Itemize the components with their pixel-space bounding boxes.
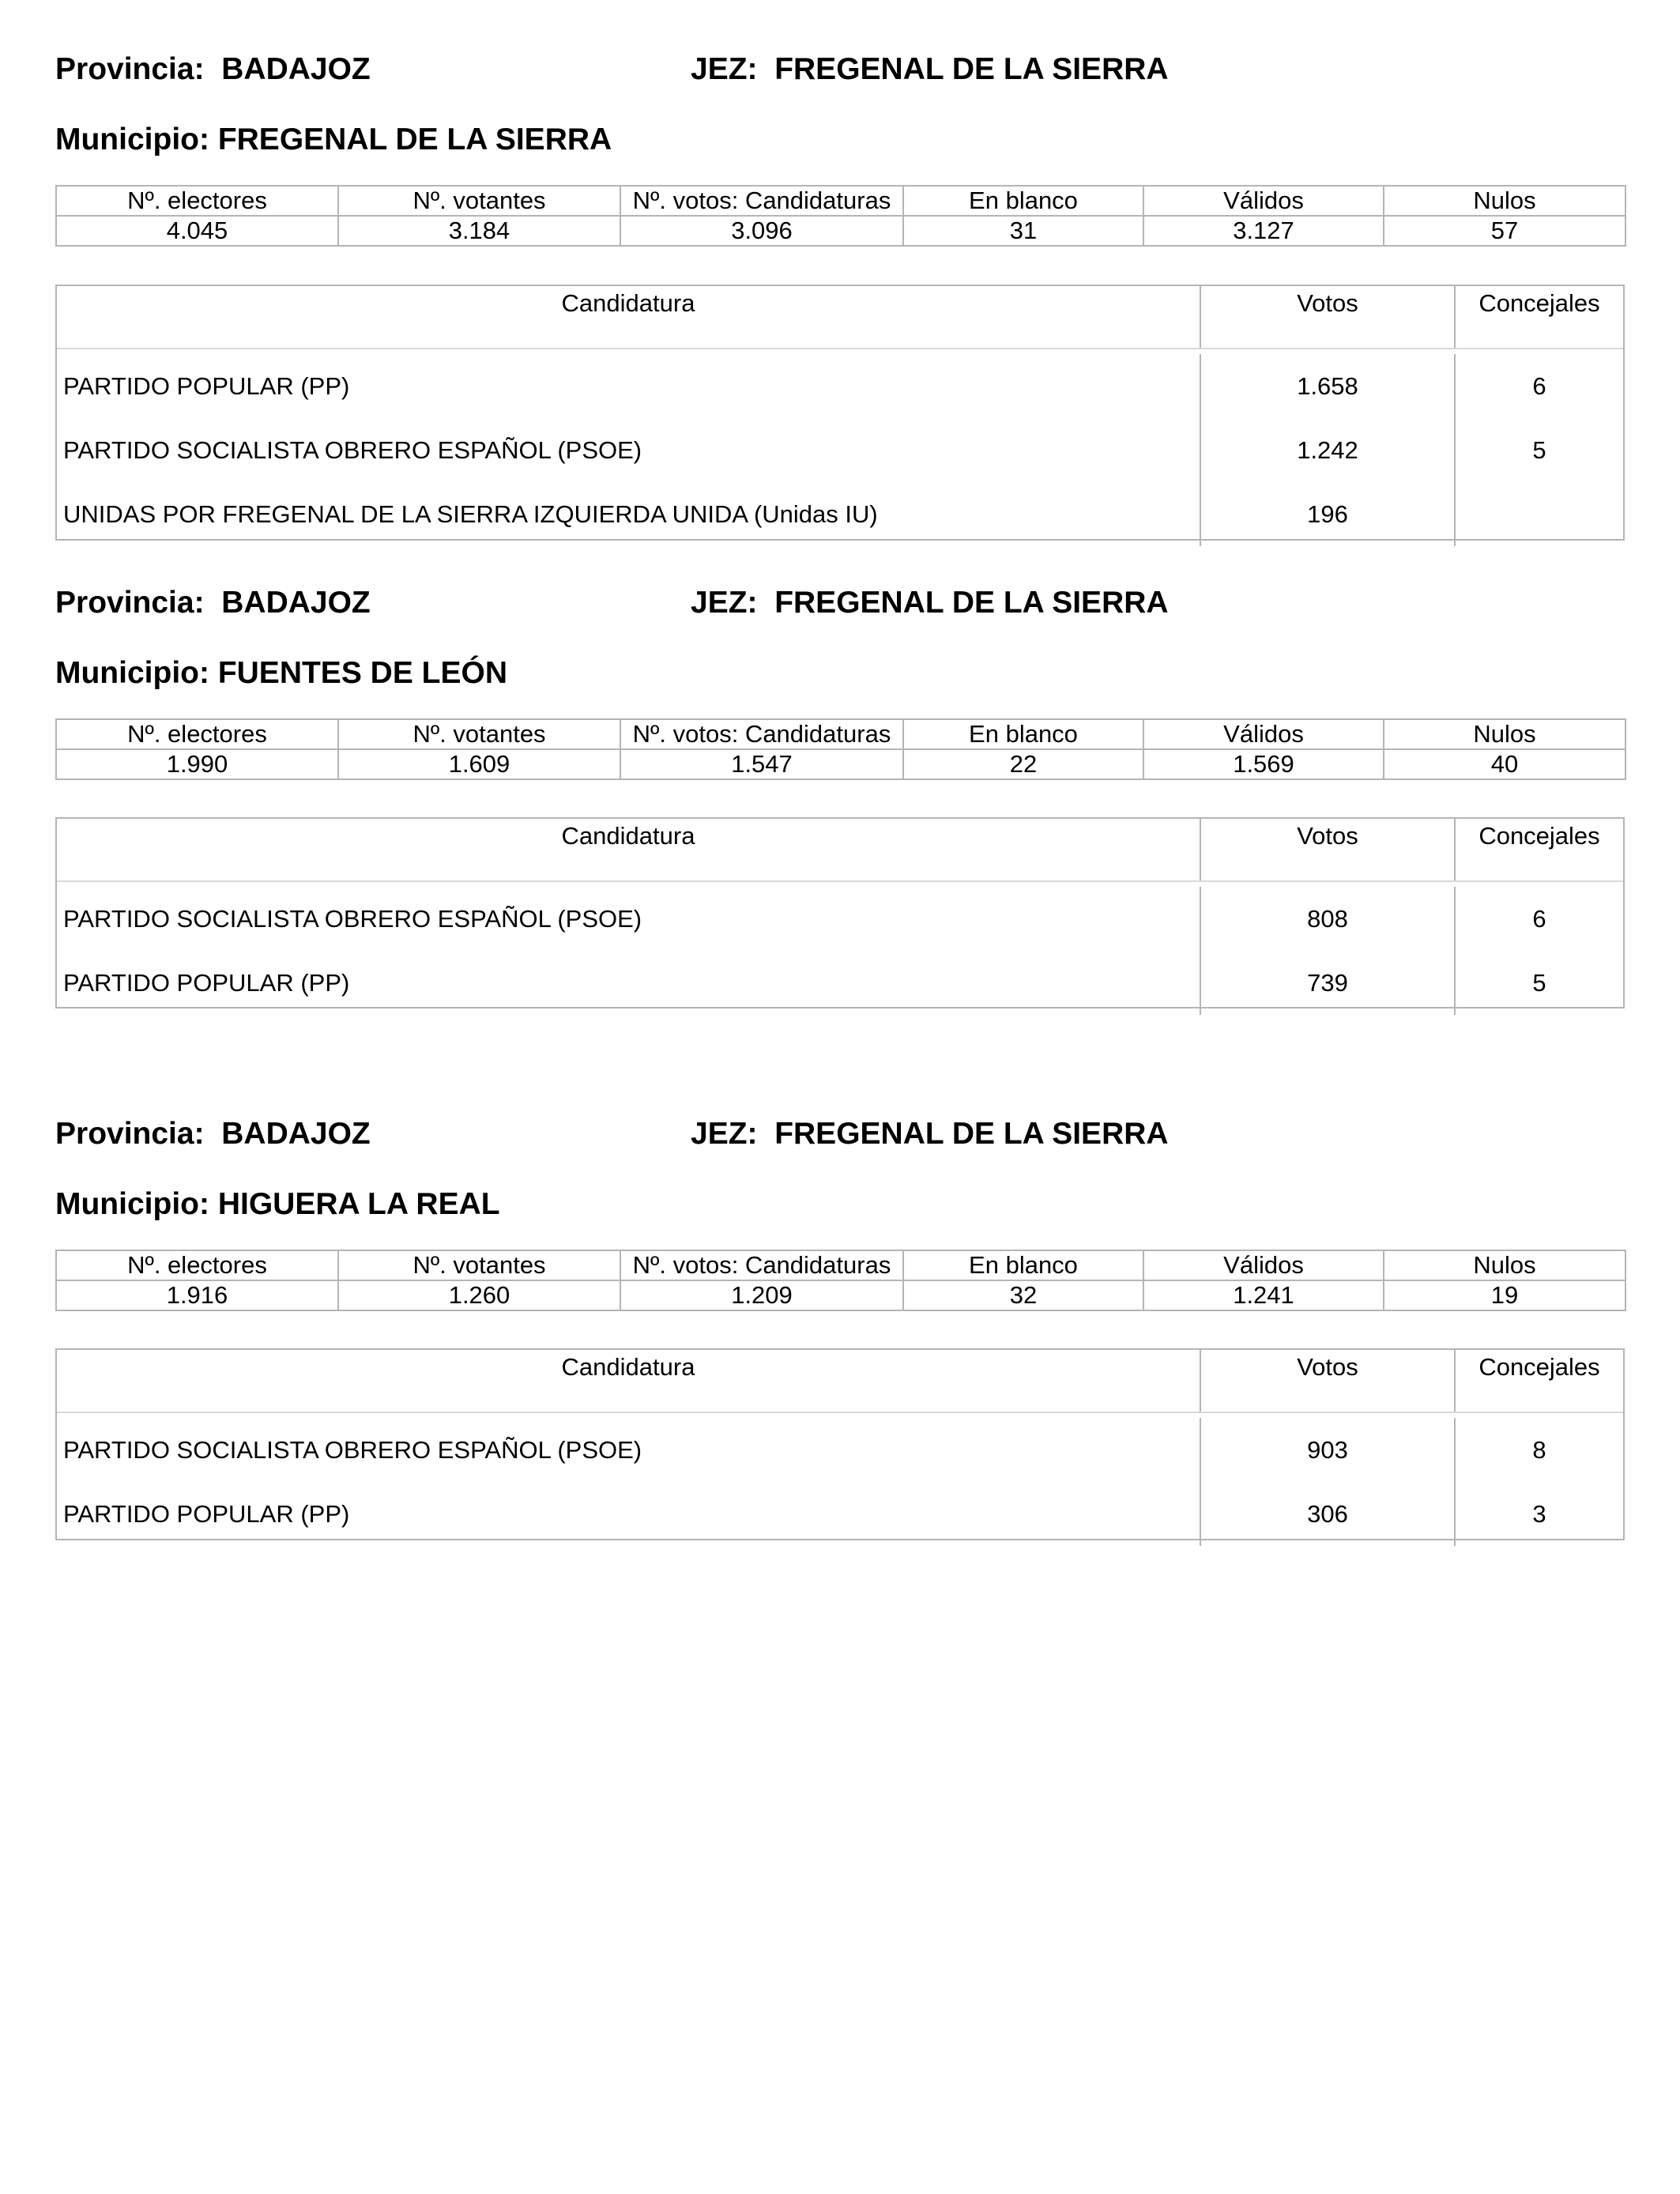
candidatura-votos: 306 [1201, 1482, 1456, 1546]
provincia-value: BADAJOZ [221, 586, 371, 620]
stats-table [55, 185, 1626, 247]
stats-value-votos-candidaturas: 1.209 [620, 1280, 903, 1310]
table-row [57, 1482, 1623, 1546]
header-concejales: Concejales [1478, 289, 1600, 317]
municipio-value: FREGENAL DE LA SIERRA [217, 123, 612, 156]
table-row [57, 418, 1623, 482]
candidatura-name: UNIDAS POR FREGENAL DE LA SIERRA IZQUIERDA UNIDA (Unidas IU) [57, 482, 1201, 546]
jez-label: JEZ: [691, 52, 758, 86]
provincia-line [55, 1118, 371, 1149]
municipio-line [55, 1189, 500, 1220]
stats-header-validos: Válidos [1143, 186, 1384, 216]
stats-header-en-blanco: En blanco [903, 186, 1143, 216]
header-candidatura: Candidatura [57, 819, 1201, 880]
header-concejales: Concejales [1478, 822, 1600, 850]
jez-line [691, 54, 1169, 85]
candidatura-votos: 196 [1201, 482, 1456, 546]
stats-value-row [56, 749, 1625, 779]
stats-header-validos: Válidos [1143, 719, 1384, 749]
municipio-label: Municipio: [55, 1187, 209, 1221]
stats-value-electores: 1.990 [56, 749, 338, 779]
provincia-label: Provincia: [55, 52, 205, 86]
candidatura-name: PARTIDO SOCIALISTA OBRERO ESPAÑOL (PSOE) [57, 887, 1201, 951]
table-row [57, 482, 1623, 546]
provincia-line [55, 54, 371, 85]
stats-value-nulos: 57 [1384, 216, 1625, 246]
candidatura-name: PARTIDO POPULAR (PP) [57, 1482, 1201, 1546]
provincia-value: BADAJOZ [221, 52, 371, 86]
candidatura-concejales: 5 [1532, 435, 1546, 464]
stats-value-votos-candidaturas: 3.096 [620, 216, 903, 246]
stats-header-en-blanco: En blanco [903, 719, 1143, 749]
candidatura-concejales: 6 [1532, 904, 1546, 933]
candidaturas-header-row [57, 286, 1623, 349]
stats-header-nulos: Nulos [1384, 186, 1625, 216]
stats-header-votantes: Nº. votantes [338, 186, 620, 216]
jez-label: JEZ: [691, 586, 758, 620]
stats-value-validos: 1.241 [1143, 1280, 1384, 1310]
municipio-value: HIGUERA LA REAL [217, 1187, 500, 1221]
header-votos: Votos [1201, 1350, 1456, 1412]
candidaturas-header-row [57, 819, 1623, 882]
table-row [57, 354, 1623, 418]
header-candidatura: Candidatura [57, 1350, 1201, 1412]
candidatura-votos: 1.658 [1201, 354, 1456, 418]
stats-header-row [56, 186, 1625, 216]
municipio-value: FUENTES DE LEÓN [217, 656, 508, 690]
stats-header-en-blanco: En blanco [903, 1250, 1143, 1280]
candidaturas-table [55, 817, 1625, 1008]
stats-header-votantes: Nº. votantes [338, 719, 620, 749]
candidatura-name: PARTIDO POPULAR (PP) [57, 354, 1201, 418]
header-votos: Votos [1201, 819, 1456, 880]
provincia-line [55, 587, 371, 618]
provincia-label: Provincia: [55, 1117, 205, 1151]
candidatura-votos: 903 [1201, 1418, 1456, 1482]
stats-value-row [56, 216, 1625, 246]
candidatura-votos: 808 [1201, 887, 1456, 951]
candidaturas-table [55, 1348, 1625, 1540]
stats-value-nulos: 40 [1384, 749, 1625, 779]
jez-value: FREGENAL DE LA SIERRA [774, 52, 1169, 86]
header-candidatura: Candidatura [57, 286, 1201, 348]
candidaturas-table [55, 285, 1625, 541]
candidatura-concejales: 8 [1532, 1435, 1546, 1464]
provincia-label: Provincia: [55, 586, 205, 620]
candidatura-name: PARTIDO SOCIALISTA OBRERO ESPAÑOL (PSOE) [57, 1418, 1201, 1482]
candidatura-concejales: 5 [1532, 968, 1546, 997]
stats-header-validos: Válidos [1143, 1250, 1384, 1280]
municipio-line [55, 658, 507, 688]
stats-header-votos-candidaturas: Nº. votos: Candidaturas [620, 1250, 903, 1280]
stats-value-votantes: 1.609 [338, 749, 620, 779]
stats-value-en-blanco: 32 [903, 1280, 1143, 1310]
stats-value-votos-candidaturas: 1.547 [620, 749, 903, 779]
candidatura-concejales [1456, 482, 1623, 546]
candidatura-concejales: 3 [1532, 1499, 1546, 1528]
stats-header-electores: Nº. electores [56, 719, 338, 749]
stats-value-validos: 1.569 [1143, 749, 1384, 779]
jez-value: FREGENAL DE LA SIERRA [774, 586, 1169, 620]
municipio-label: Municipio: [55, 123, 209, 156]
table-row [57, 951, 1623, 1015]
candidatura-votos: 1.242 [1201, 418, 1456, 482]
stats-value-votantes: 3.184 [338, 216, 620, 246]
candidaturas-header-row [57, 1350, 1623, 1413]
jez-line [691, 1118, 1169, 1149]
jez-label: JEZ: [691, 1117, 758, 1151]
stats-header-row [56, 1250, 1625, 1280]
stats-value-votantes: 1.260 [338, 1280, 620, 1310]
stats-header-nulos: Nulos [1384, 719, 1625, 749]
stats-header-votos-candidaturas: Nº. votos: Candidaturas [620, 719, 903, 749]
stats-value-electores: 4.045 [56, 216, 338, 246]
municipio-label: Municipio: [55, 656, 209, 690]
stats-table [55, 1250, 1626, 1311]
jez-line [691, 587, 1169, 618]
candidatura-concejales: 6 [1532, 371, 1546, 400]
stats-value-en-blanco: 31 [903, 216, 1143, 246]
stats-value-validos: 3.127 [1143, 216, 1384, 246]
stats-header-votantes: Nº. votantes [338, 1250, 620, 1280]
stats-header-row [56, 719, 1625, 749]
stats-header-electores: Nº. electores [56, 186, 338, 216]
jez-value: FREGENAL DE LA SIERRA [774, 1117, 1169, 1151]
stats-value-electores: 1.916 [56, 1280, 338, 1310]
stats-table [55, 718, 1626, 780]
provincia-value: BADAJOZ [221, 1117, 371, 1151]
table-row [57, 1418, 1623, 1482]
stats-header-votos-candidaturas: Nº. votos: Candidaturas [620, 186, 903, 216]
stats-value-en-blanco: 22 [903, 749, 1143, 779]
header-votos: Votos [1201, 286, 1456, 348]
municipio-line [55, 124, 612, 155]
stats-header-electores: Nº. electores [56, 1250, 338, 1280]
table-row [57, 887, 1623, 951]
stats-value-nulos: 19 [1384, 1280, 1625, 1310]
candidatura-name: PARTIDO SOCIALISTA OBRERO ESPAÑOL (PSOE) [57, 418, 1201, 482]
candidatura-votos: 739 [1201, 951, 1456, 1015]
header-concejales: Concejales [1478, 1353, 1600, 1381]
candidatura-name: PARTIDO POPULAR (PP) [57, 951, 1201, 1015]
stats-header-nulos: Nulos [1384, 1250, 1625, 1280]
stats-value-row [56, 1280, 1625, 1310]
